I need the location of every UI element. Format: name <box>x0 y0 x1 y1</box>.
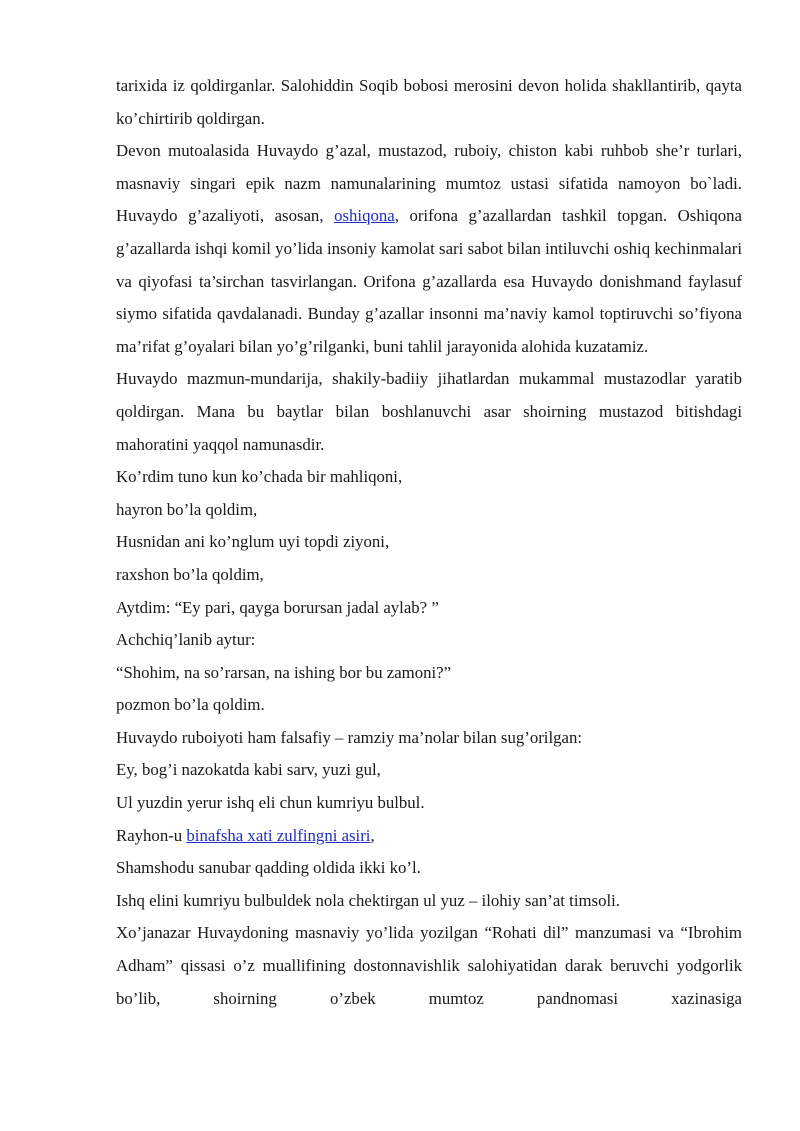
paragraph-2-text-before: Devon mutoalasida Huvaydo g’azal, mustazod, ruboiy, chiston kabi ruhbob she’r turlari, masnaviy singari epik nazm namunalarining mumtoz ustasi sifatida namoyon bo`ladi. Huvaydo g’azaliyoti, asosan, <box>116 141 742 226</box>
paragraph-1-text: tarixida iz qoldirganlar. Salohiddin Soqib bobosi merosini devon holida shakllantirib, qayta ko’chirtirib qoldirgan. <box>116 76 742 128</box>
paragraph-5-text: Ishq elini kumriyu bulbuldek nola chektirgan ul yuz – ilohiy san’at timsoli. <box>116 890 620 910</box>
verse-line-text-after: , <box>370 825 375 845</box>
paragraph-3 <box>116 363 742 461</box>
verse-line: Ko’rdim tuno kun ko’chada bir mahliqoni, <box>116 467 403 487</box>
paragraph-5 <box>116 885 742 918</box>
verse-line-text-before: Rayhon-u <box>116 825 187 845</box>
verse-line: Aytdim: “Ey pari, qayga borursan jadal aylab? ” <box>116 597 439 617</box>
ruboiy-verse <box>116 754 742 884</box>
oshiqona-link[interactable]: oshiqona <box>334 206 395 226</box>
paragraph-3-text: Huvaydo mazmun-mundarija, shakily-badiiy jihatlardan mukammal mustazodlar yaratib qoldirgan. Mana bu baytlar bilan boshlanuvchi asar shoirning mustazod bitishdagi mahoratini yaqqol namunasdir. <box>116 369 742 454</box>
paragraph-4 <box>116 722 742 755</box>
paragraph-1 <box>116 70 742 135</box>
verse-line: Shamshodu sanubar qadding oldida ikki ko’l. <box>116 858 421 878</box>
paragraph-6 <box>116 917 742 1015</box>
document-page <box>116 70 742 1015</box>
mustazod-verse <box>116 461 742 722</box>
verse-line: Achchiq’lanib aytur: <box>116 630 256 650</box>
verse-line: pozmon bo’la qoldim. <box>116 695 265 715</box>
verse-line: “Shohim, na so’rarsan, na ishing bor bu zamoni?” <box>116 662 452 682</box>
paragraph-6-text: Xo’janazar Huvaydoning masnaviy yo’lida yozilgan “Rohati dil” manzumasi va “Ibrohim Adham” qissasi o’z muallifining dostonnavishlik salohiyatidan darak beruvchi yodgorlik bo’lib, shoirning o’zbek mumtoz pandnomasi xazinasiga <box>116 923 742 1008</box>
verse-line: Husnidan ani ko’nglum uyi topdi ziyoni, <box>116 532 390 552</box>
paragraph-2 <box>116 135 742 363</box>
verse-line: Ey, bog’i nazokatda kabi sarv, yuzi gul, <box>116 760 381 780</box>
paragraph-4-text: Huvaydo ruboiyoti ham falsafiy – ramziy ma’nolar bilan sug’orilgan: <box>116 727 583 747</box>
verse-line: raxshon bo’la qoldim, <box>116 564 264 584</box>
binafsha-link[interactable]: binafsha xati zulfingni asiri <box>186 825 371 845</box>
verse-line: hayron bo’la qoldim, <box>116 499 258 519</box>
paragraph-2-text-after: , orifona g’azallardan tashkil topgan. Oshiqona g’azallarda ishqi komil yo’lida insoniy kamolat sari sabot bilan intiluvchi oshiq kechinmalari va qiyofasi ta’sirchan tasvirlangan. Orifona g’azallarda esa Huvaydo donishmand faylasuf siymo sifatida qavdalanadi. Bunday g’azallar insonni ma’naviy kamol toptiruvchi so’fiyona ma’rifat g’oyalari bilan yo’g’rilganki, buni tahlil jarayonida alohida kuzatamiz. <box>116 206 743 356</box>
verse-line: Ul yuzdin yerur ishq eli chun kumriyu bulbul. <box>116 793 425 813</box>
verse-line-with-link <box>116 820 742 853</box>
